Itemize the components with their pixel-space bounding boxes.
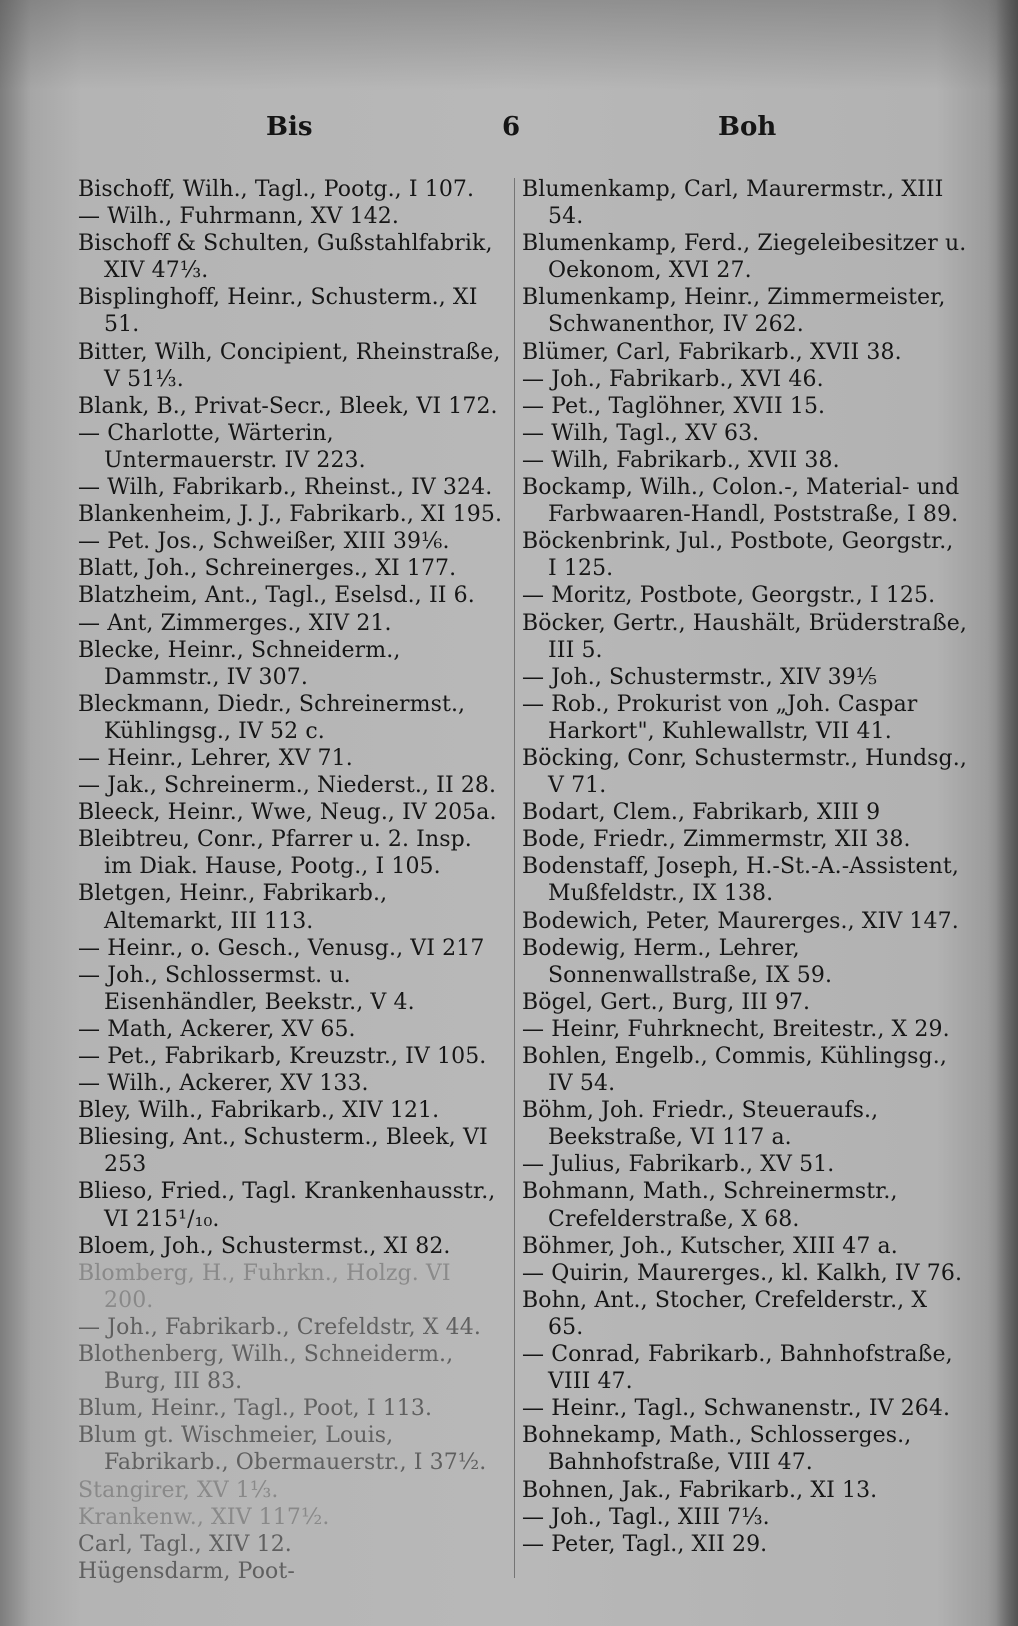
directory-entry: — Wilh., Fuhrmann, XV 142. [78,204,399,230]
directory-entry: Bodart, Clem., Fabrikarb, XIII 9 [522,800,881,826]
directory-entry-faded: Hügensdarm, Poot- [78,1558,295,1584]
directory-entry: Böcker, Gertr., Haushält, Brüderstraße, III 5. [522,610,967,663]
directory-entry: — Pet. Jos., Schweißer, XIII 39⅙. [78,529,450,555]
directory-entry: — Pet., Fabrikarb, Kreuzstr., IV 105. [78,1044,487,1069]
directory-entry: Bloem, Joh., Schustermst., XI 82. [78,1233,451,1259]
directory-entry: Bohmann, Math., Schreinermstr., Crefelderstraße, X 68. [522,1179,898,1232]
directory-entry: — Wilh, Fabrikarb., XVII 38. [522,447,840,473]
directory-entry: Bohlen, Engelb., Commis, Kühlingsg., IV 54. [522,1044,947,1097]
directory-entry: — Rob., Prokurist von „Joh. Caspar Harkort", Kuhlewallstr, VII 41. [522,691,918,744]
directory-entry-faded: Carl, Tagl., XIV 12. [78,1531,292,1557]
directory-entry: Bleckmann, Diedr., Schreinermst., Kühlingsg., IV 52 c. [78,691,466,744]
directory-entry: Bohnen, Jak., Fabrikarb., XI 13. [522,1477,878,1503]
directory-entry: — Ant, Zimmerges., XIV 21. [78,610,392,636]
directory-entry: — Heinr., o. Gesch., Venusg., VI 217 [78,935,485,961]
directory-entry: Bletgen, Heinr., Fabrikarb., Altemarkt, III 113. [78,881,388,934]
left-column [78,176,506,1585]
directory-entry: Blank, B., Privat-Secr., Bleek, VI 172. [78,393,498,419]
directory-entry-faded: Krankenw., XIV 117½. [78,1504,330,1530]
header-right-word: Boh [718,112,777,142]
column-divider [514,178,515,1578]
page-shadow-top [0,0,1018,90]
directory-entry-faded: Blothenberg, Wilh., Schneiderm., Burg, III 83. [78,1342,454,1395]
directory-entry: Blatt, Joh., Schreinerges., XI 177. [78,556,457,582]
header-left-word: Bis [266,112,313,142]
directory-entry: Blecke, Heinr., Schneiderm., Dammstr., IV 307. [78,637,401,690]
directory-entry: — Wilh., Ackerer, XV 133. [78,1071,369,1097]
directory-entry: Böckenbrink, Jul., Postbote, Georgstr., I 125. [522,529,954,582]
directory-entry: — Peter, Tagl., XII 29. [522,1531,768,1557]
directory-entry-faded: Blomberg, H., Fuhrkn., Holzg. VI 200. [78,1260,451,1313]
right-column [522,176,968,1558]
directory-entry: Bitter, Wilh, Concipient, Rheinstraße, V 51⅓. [78,339,501,392]
directory-entry: — Jak., Schreinerm., Niederst., II 28. [78,773,497,799]
directory-entry: Bodewich, Peter, Maurerges., XIV 147. [522,908,959,934]
page-number: 6 [502,112,521,142]
directory-entry: Böhm, Joh. Friedr., Steueraufs., Beekstraße, VI 117 a. [522,1098,879,1151]
directory-entry: — Joh., Schlossermst. u. Eisenhändler, Beekstr., V 4. [78,962,415,1015]
directory-entry: Bohn, Ant., Stocher, Crefelderstr., X 65. [522,1287,928,1340]
directory-entry: — Wilh, Fabrikarb., Rheinst., IV 324. [78,475,493,501]
directory-entry: Blankenheim, J. J., Fabrikarb., XI 195. [78,502,503,528]
directory-entry: Böhmer, Joh., Kutscher, XIII 47 a. [522,1233,898,1259]
directory-entry: Bockamp, Wilh., Colon.-, Material- und Farbwaaren-Handl, Poststraße, I 89. [522,475,960,528]
directory-entry: — Heinr, Fuhrknecht, Breitestr., X 29. [522,1016,950,1042]
directory-entry-faded: Blum gt. Wischmeier, Louis, Fabrikarb., Obermauerstr., I 37½. [78,1423,487,1476]
running-header [0,112,1018,152]
directory-entry: — Heinr., Tagl., Schwanenstr., IV 264. [522,1396,951,1422]
directory-entry: Bisplinghoff, Heinr., Schusterm., XI 51. [78,285,478,338]
directory-entry: — Joh., Fabrikarb., XVI 46. [522,366,824,392]
directory-entry: Bodewig, Herm., Lehrer, Sonnenwallstraße, IX 59. [522,935,833,988]
directory-entry: Blatzheim, Ant., Tagl., Eselsd., II 6. [78,583,475,609]
directory-entry: — Wilh, Tagl., XV 63. [522,420,760,446]
directory-entry-faded: Blum, Heinr., Tagl., Poot, I 113. [78,1396,433,1422]
directory-entry: Blieso, Fried., Tagl. Krankenhausstr., VI 215¹/₁₀. [78,1179,496,1232]
directory-entry: — Math, Ackerer, XV 65. [78,1016,356,1042]
directory-entry: — Julius, Fabrikarb., XV 51. [522,1152,835,1178]
directory-entry: Blumenkamp, Heinr., Zimmermeister, Schwanenthor, IV 262. [522,285,946,338]
directory-entry: Bliesing, Ant., Schusterm., Bleek, VI 253 [78,1125,488,1178]
directory-entry: — Quirin, Maurerges., kl. Kalkh, IV 76. [522,1260,963,1286]
directory-entry: Bode, Friedr., Zimmermstr, XII 38. [522,827,911,853]
page-shadow-right [996,0,1018,1626]
directory-entry: — Joh., Schustermstr., XIV 39⅕ [522,664,878,690]
directory-entry: Bodenstaff, Joseph, H.-St.-A.-Assistent, Mußfeldstr., IX 138. [522,854,959,907]
directory-entry: Bischoff, Wilh., Tagl., Pootg., I 107. [78,177,475,202]
directory-entry: — Heinr., Lehrer, XV 71. [78,745,353,771]
directory-entry: — Charlotte, Wärterin, Untermauerstr. IV 223. [78,420,366,473]
directory-entry-faded: Stangirer, XV 1⅓. [78,1477,279,1503]
directory-entry: Blumenkamp, Carl, Maurermstr., XIII 54. [522,177,944,230]
directory-entry: Bley, Wilh., Fabrikarb., XIV 121. [78,1098,440,1124]
directory-entry: — Moritz, Postbote, Georgstr., I 125. [522,583,936,609]
directory-entry: Blümer, Carl, Fabrikarb., XVII 38. [522,339,902,365]
directory-entry: — Joh., Tagl., XIII 7⅓. [522,1504,770,1530]
directory-entry: Bleibtreu, Conr., Pfarrer u. 2. Insp. im Diak. Hause, Pootg., I 105. [78,827,472,880]
directory-entry: Bögel, Gert., Burg, III 97. [522,989,811,1015]
directory-entry: — Conrad, Fabrikarb., Bahnhofstraße, VIII 47. [522,1342,953,1395]
directory-entry: Böcking, Conr, Schustermstr., Hundsg., V 71. [522,745,967,799]
directory-entry: Blumenkamp, Ferd., Ziegeleibesitzer u. Oekonom, XVI 27. [522,231,967,284]
directory-entry: Bohnekamp, Math., Schlosserges., Bahnhofstraße, VIII 47. [522,1423,912,1476]
directory-entry: — Pet., Taglöhner, XVII 15. [522,393,826,419]
directory-entry: Bischoff & Schulten, Gußstahlfabrik, XIV 47⅓. [78,231,493,284]
directory-entry-faded: — Joh., Fabrikarb., Crefeldstr, X 44. [78,1314,481,1340]
directory-entry: Bleeck, Heinr., Wwe, Neug., IV 205a. [78,800,497,826]
